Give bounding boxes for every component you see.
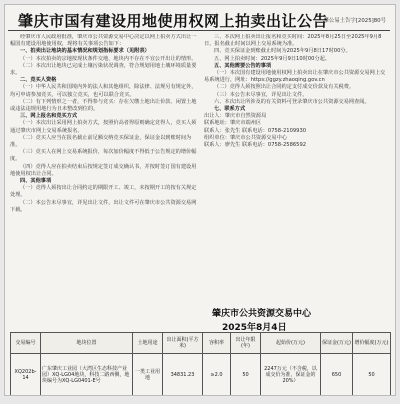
paragraph: 出让人：肇庆市自然资源局 (204, 113, 267, 120)
signature-org: 肇庆市公共资源交易中心 (212, 309, 312, 319)
paragraph: （二）竞买人应当在报名截止前足额交纳竞买保证金，保证金以到账时间为准。 (10, 134, 192, 149)
section-heading: 二、竞买人资格 (20, 77, 57, 84)
table-cell: 650 (321, 354, 353, 397)
column-header: 交易编号 (11, 333, 41, 354)
section-heading: 七、联系方式 (214, 106, 246, 113)
section-heading: 四、其他事项 (20, 178, 52, 185)
paragraph: （三）本公告未尽事宜，详见出让文件。 (214, 91, 308, 98)
notice-header (14, 9, 386, 31)
paragraph: （四）竞得人应在拍卖结束后按规定签订成交确认书，并按时签订国有建设用地使用权出让合同。 (10, 163, 197, 177)
paragraph: （二）有下列情形之一者，不得参与竞买：存在欠缴土地出让价款、闲置土地或违法违规用地行为且未整改到位的。 (10, 98, 197, 113)
column-header: 出让年限(年) (231, 333, 261, 354)
paragraph: 四、竞买保证金到账截止时间为2025年9月8日17时00分。 (214, 48, 351, 55)
signature-date: 2025年8月4日 (222, 323, 287, 333)
notice-page (4, 4, 396, 396)
paragraph: 六、本次出让所涉及的有关资料可登录肇庆市公共资源交易网查阅。 (214, 98, 370, 105)
paragraph: 联系人：张先生 联系电话：0758-2109930 (204, 127, 307, 134)
right-column (204, 34, 390, 234)
column-header: 地块位置 (41, 333, 133, 354)
section-heading: 一、拍卖出让地块的基本情况和规划指标要求（见附表） (20, 48, 150, 55)
table-cell: 50 (353, 354, 391, 397)
section-heading: 五、其他需要公告的事项 (214, 62, 272, 69)
table-cell: XQ202b-14 (11, 354, 41, 397)
paragraph: （一）竞得人须按出让合同约定的期限开工、竣工，未按期开工的按有关规定处理。 (10, 185, 197, 199)
paragraph: 五、网上拍卖时间：2025年9月9日10时00分起。 (214, 55, 331, 62)
column-header: 增价幅度(万元) (353, 333, 391, 354)
table-cell: ≥2.0 (203, 354, 231, 397)
paragraph: （一）本次国有建设用地使用权网上拍卖出让在肇庆市公共资源交易网上交易系统进行，网址：https://ggzy.zhaoqing.gov.cn (204, 70, 386, 84)
column-header: 容积率 (203, 333, 231, 354)
paragraph: 联系人：廖先生 联系电话：0758-2586592 (204, 142, 307, 149)
paragraph: （二）本次出让地块已完成土壤污染状况调查，符合规划用地土壤环境质量要求。 (10, 62, 197, 77)
document-number: 肇公易土告字[2025]80号 (323, 18, 386, 24)
paragraph: （三）竞买人在网上交易系统报价，每次加价幅度不得低于公告规定的增价幅度。 (10, 149, 197, 163)
paragraph: （二）本公告未尽事宜，详见出让文件，出让文件可在肇庆市公共资源交易网下载。 (10, 199, 197, 213)
table-cell: 一类工业用地 (133, 354, 163, 397)
column-header: 土地用途 (133, 333, 163, 354)
left-column (10, 34, 200, 330)
paragraph: （二）竞得人须按照出让合同约定支付成交价款及有关税费。 (214, 84, 355, 91)
table-body (11, 354, 391, 397)
title-rule (8, 30, 390, 31)
table-header-row (11, 333, 391, 354)
paragraph: 三、本次网上拍卖出让报名和竞买时间：2025年8月25日至2025年9月8日，报名截止时间以网上交易系统为准。 (204, 34, 382, 48)
column-header: 起始价(万元) (261, 333, 321, 354)
table-cell: 50 (231, 354, 261, 397)
notice-title: 肇庆市国有建设用地使用权网上拍卖出让公告 (18, 12, 329, 30)
parcel-table (10, 332, 391, 396)
paragraph: （一）中华人民共和国境内外的法人和其他组织，除法律、法规另有规定外，均可申请参加竞买，可以独立竞买，也可以联合竞买。 (10, 84, 197, 98)
column-header: 出让面积(平方米) (163, 333, 203, 354)
table-cell: 广东肇庆工业园（大湾区生态科技产业园）XQ-LG04地块，科技二路西侧，地块编号为XQ-LG0401-E号 (41, 354, 133, 397)
section-heading: 三、网上报名和竞买方式 (20, 113, 78, 120)
table-cell: 34831.23 (163, 354, 203, 397)
column-header: 保证金(万元) (321, 333, 353, 354)
paragraph: 经肇庆市人民政府批准，肇庆市公共资源交易中心决定以网上拍卖方式出让一幅国有建设用地使用权，现将有关事项公告如下： (10, 34, 197, 48)
paragraph: （一）本次拍卖的宗地按现状条件交地，地块内不存在不宜公开出让的情形。 (20, 55, 197, 62)
table-cell: 2247万元（不含税，以成交价为准，保证金的20%） (261, 354, 321, 397)
paragraph: （一）本次出让采用网上拍卖方式，按照价高者得原则确定竞得人，竞买人须通过肇庆市网上交易系统报名。 (10, 120, 197, 134)
paragraph: 组织单位：肇庆市公共资源交易中心 (204, 134, 288, 141)
table-row (11, 354, 391, 397)
paragraph: 联系地址：肇庆市端州区 (204, 120, 262, 127)
